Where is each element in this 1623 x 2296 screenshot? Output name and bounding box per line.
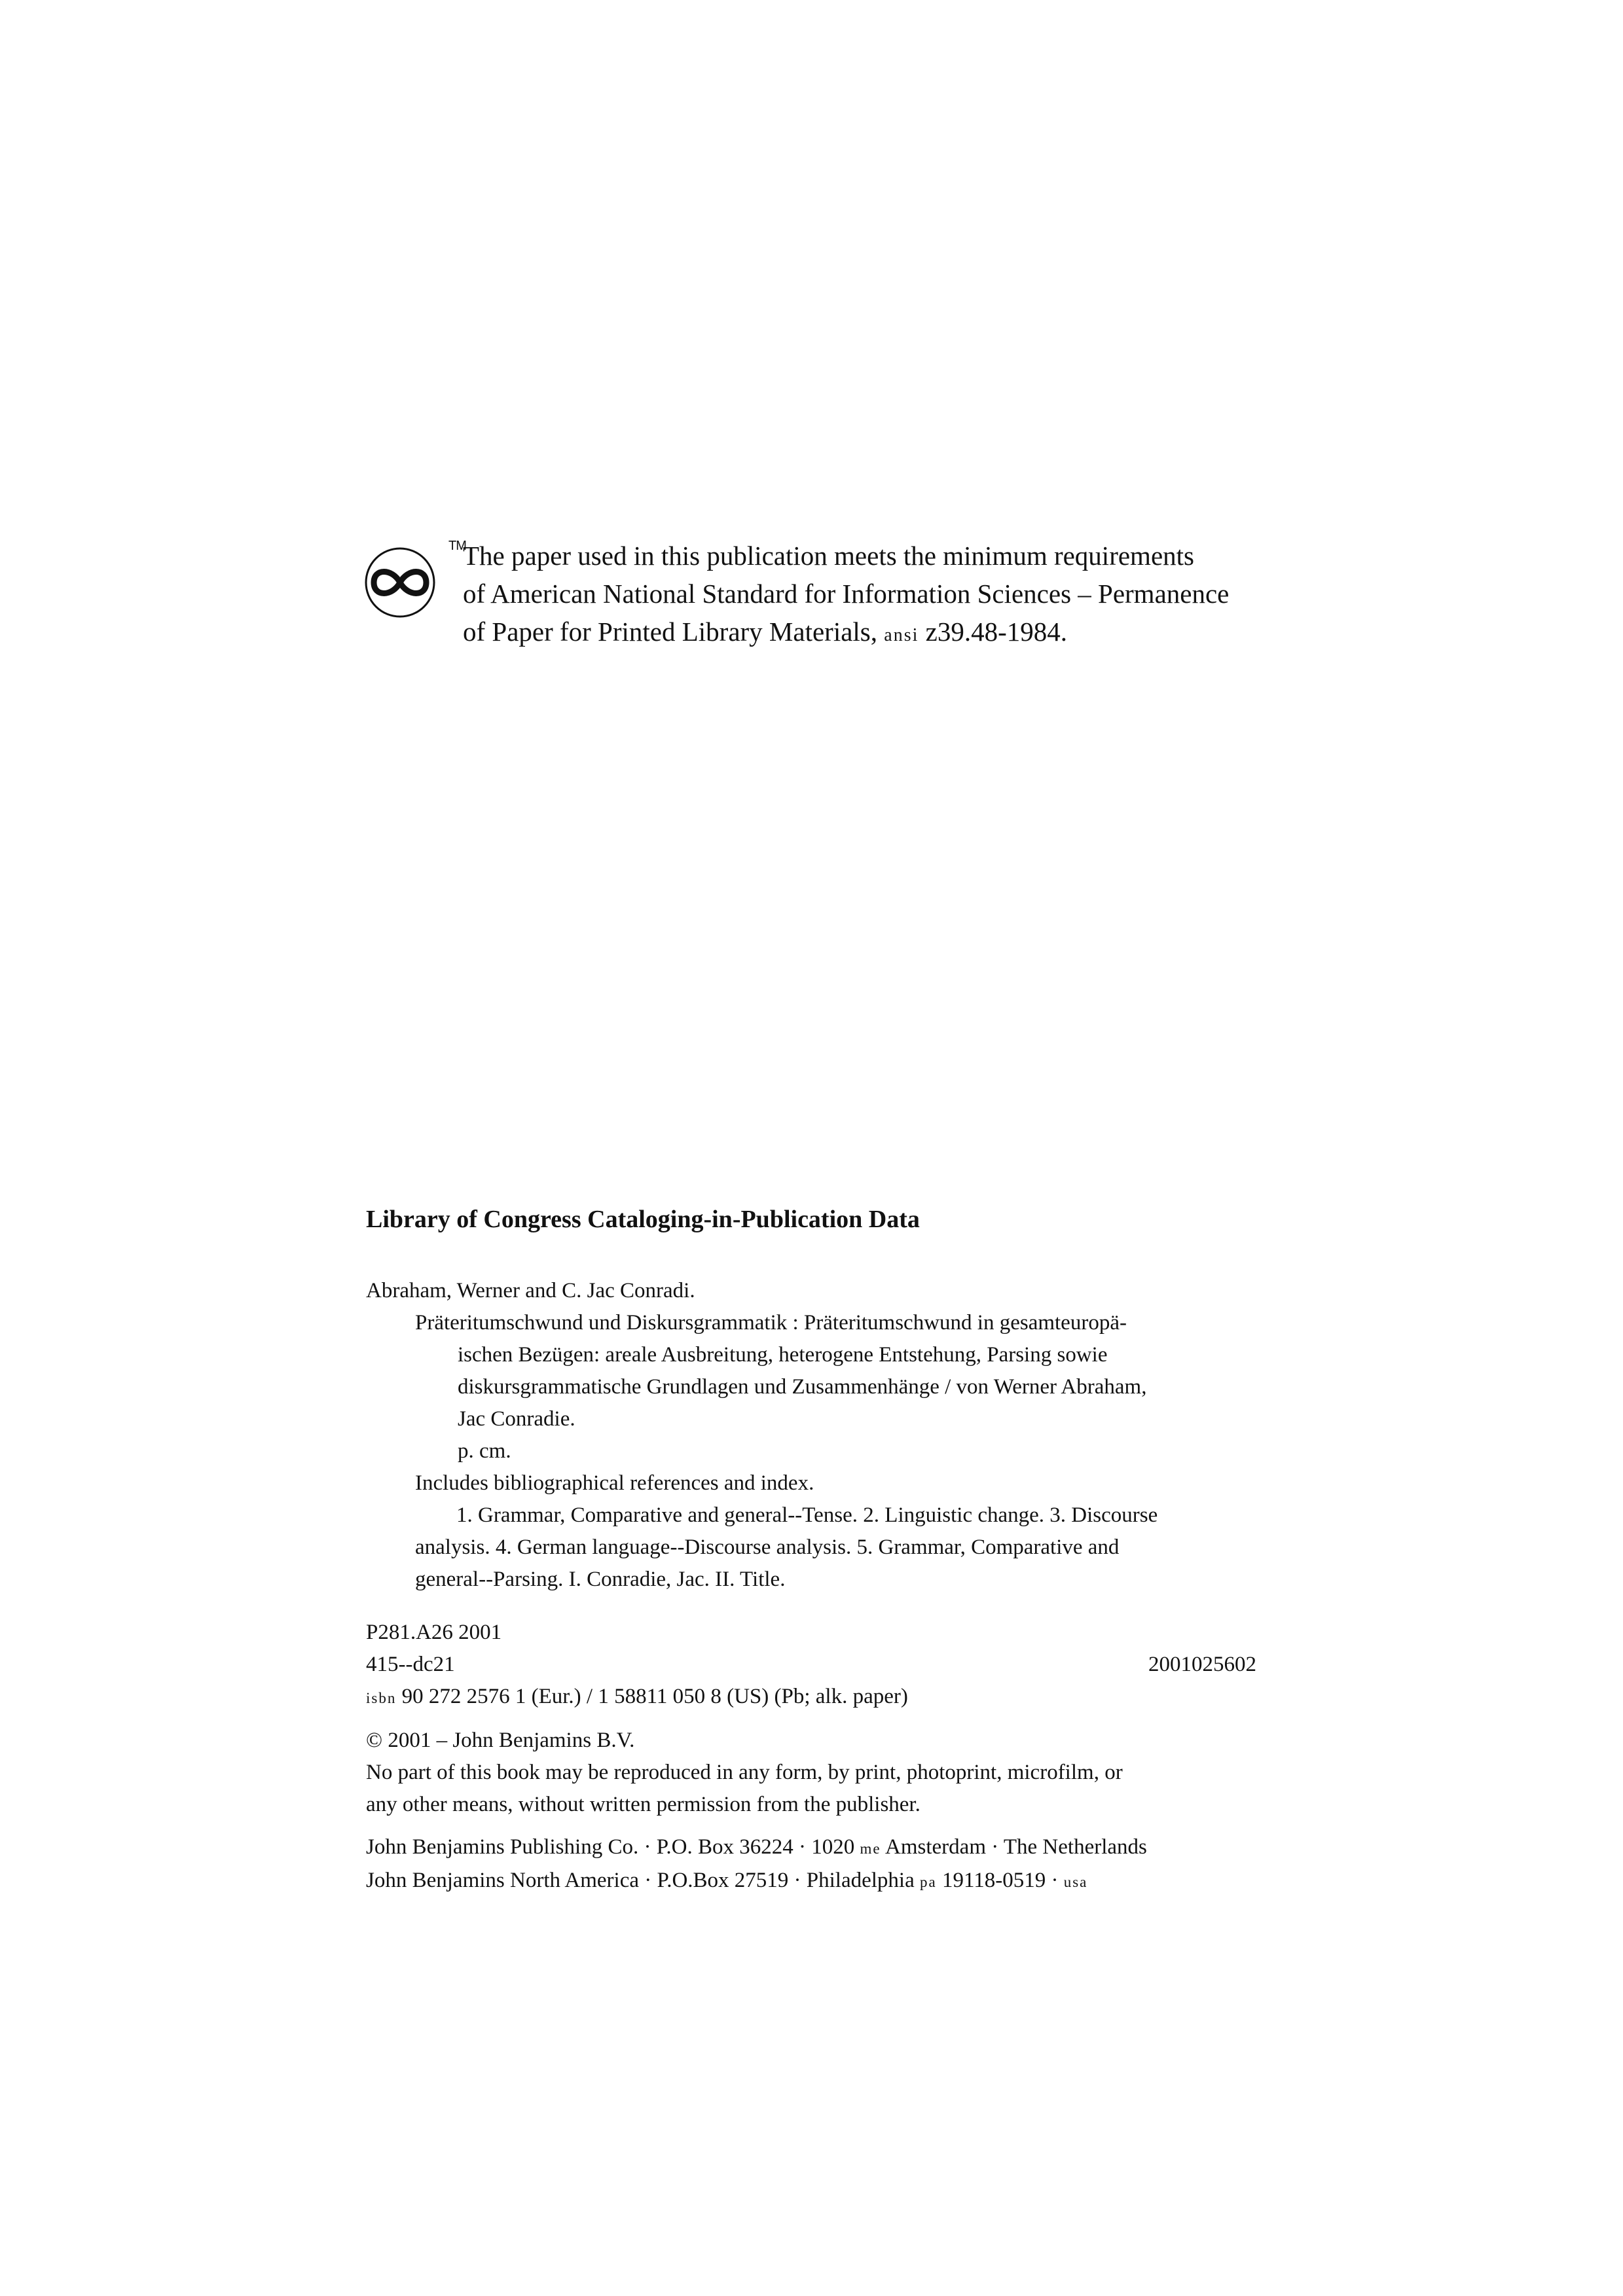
rights-line: No part of this book may be reproduced in any form, by print, photoprint, microfilm, or bbox=[366, 1761, 1123, 1784]
cip-lccn: 2001025602 bbox=[1148, 1653, 1256, 1676]
copyright-line: © 2001 – John Benjamins B.V. bbox=[366, 1729, 635, 1752]
cip-classification-row bbox=[366, 1649, 1256, 1681]
cip-title-line: Präteritumschwund und Diskursgrammatik : Präteritumschwund in gesamteuropä- bbox=[415, 1311, 1127, 1335]
cip-title-line: ischen Bezügen: areale Ausbreitung, heterogene Entstehung, Parsing sowie bbox=[458, 1343, 1108, 1367]
publisher-address-1: John Benjamins Publishing Co. · P.O. Box 36224 · 1020 me Amsterdam · The Netherlands bbox=[366, 1835, 1147, 1859]
cip-block bbox=[366, 1203, 1256, 1898]
cip-title-line: diskursgrammatische Grundlagen und Zusammenhänge / von Werner Abraham, bbox=[458, 1375, 1147, 1399]
publisher-address-2: John Benjamins North America · P.O.Box 27519 · Philadelphia pa 19118-0519 · usa bbox=[366, 1869, 1088, 1892]
cip-isbn: isbn 90 272 2576 1 (Eur.) / 1 58811 050 8 (US) (Pb; alk. paper) bbox=[366, 1685, 908, 1708]
notice-line-2: of American National Standard for Information Sciences – Permanence bbox=[463, 579, 1230, 609]
cip-subject-line: general--Parsing. I. Conradie, Jac. II. Title. bbox=[415, 1568, 786, 1591]
isbn-label: isbn bbox=[366, 1690, 397, 1706]
notice-line-1: The paper used in this publication meets the minimum requirements bbox=[463, 541, 1194, 571]
infinity-circle-icon bbox=[363, 546, 437, 619]
trademark-mark: TM bbox=[448, 539, 466, 553]
ansi-label: ansi bbox=[884, 625, 919, 645]
cip-includes: Includes bibliographical references and index. bbox=[415, 1471, 814, 1495]
cip-pcm: p. cm. bbox=[458, 1439, 511, 1463]
notice-line-3: of Paper for Printed Library Materials, ansi z39.48-1984. bbox=[463, 617, 1067, 647]
cip-dewey: 415--dc21 bbox=[366, 1653, 455, 1676]
cip-subject-line: 1. Grammar, Comparative and general--Tense. 2. Linguistic change. 3. Discourse bbox=[456, 1503, 1158, 1527]
cip-heading: Library of Congress Cataloging-in-Publication Data bbox=[366, 1206, 920, 1233]
cip-call-number: P281.A26 2001 bbox=[366, 1621, 502, 1644]
cip-title-line: Jac Conradie. bbox=[458, 1407, 575, 1431]
cip-subject-line: analysis. 4. German language--Discourse analysis. 5. Grammar, Comparative and bbox=[415, 1535, 1120, 1559]
cip-author: Abraham, Werner and C. Jac Conradi. bbox=[366, 1279, 695, 1302]
notice-text bbox=[448, 537, 1301, 655]
rights-line: any other means, without written permission from the publisher. bbox=[366, 1793, 921, 1816]
